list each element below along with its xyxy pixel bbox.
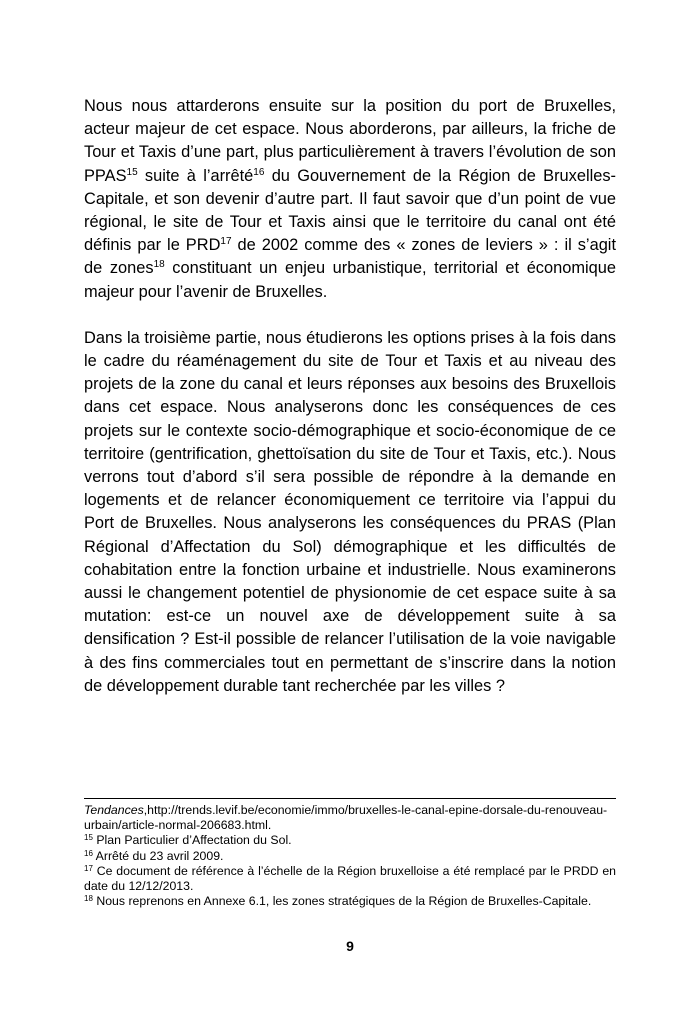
page-number: 9 [346, 938, 354, 954]
paragraph-2: Dans la troisième partie, nous étudierons les options prises à la fois dans le cadre du réaménagement du site de Tour et Taxis et au niveau des projets de la zone du canal et leurs réponses aux besoins des Bruxellois dans cet espace. Nous analyserons donc les conséquences de ces projets sur le contexte socio-démographique et socio-économique de ce territoire (gentrification, ghettoïsation du site de Tour et Taxis, etc.). Nous verrons tout d’abord s’il sera possible de répondre à la demande en logements et de relancer économiquement ce territoire via l’appui du Port de Bruxelles. Nous analyserons les conséquences du PRAS (Plan Régional d’Affectation du Sol) démographique et les difficultés de cohabitation entre la fonction urbaine et industrielle. Nous examinerons aussi le changement potentiel de physionomie de cet espace suite à sa mutation: est-ce un nouvel axe de développement suite à sa densification ? Est-il possible de relancer l’utilisation de la voie navigable à des fins commerciales tout en permettant de s’inscrire dans la notion de développement durable tant recherchée par les villes ? [84, 328, 616, 695]
paragraph-1: Nous nous attarderons ensuite sur la position du port de Bruxelles, acteur majeur de cet espace. Nous aborderons, par ailleurs, la friche de Tour et Taxis d’une part, plus particulièrement à travers l’évolution de son PPAS$^{15}$ suite à l’arrêté$^{16}$ du Gouvernement de la Région de Bruxelles-Capitale, et son devenir d’autre part. Il faut savoir que d’un point de vue régional, le site de Tour et Taxis ainsi que le territoire du canal ont été définis par le PRD$^{17}$ de 2002 comme des « zones de leviers » : il s’agit de zones$^{18}$ constituant un enjeu urbanistique, territorial et économique majeur pour l’avenir de Bruxelles. [84, 97, 617, 301]
footnote-ref-15[interactable]: 15 [126, 166, 138, 178]
footnote-18: $^{18}$ Nous reprenons en Annexe 6.1, les zones stratégiques de la Région de Bruxelles-Capitale. [84, 894, 592, 909]
footnote-continuation [84, 803, 616, 833]
footnote-ref-18[interactable]: 18 [153, 259, 165, 271]
footnote-source: Tendances [84, 803, 144, 817]
footnote-15: $^{15}$ Plan Particulier d’Affectation du Sol. [84, 833, 292, 848]
footnotes [84, 798, 616, 909]
footnote-ref-17[interactable]: 17 [220, 236, 232, 248]
footnote-17: $^{17}$ Ce document de référence à l’échelle de la Région bruxelloise a été remplacé par le PRDD en date du 12/12/2013. [84, 863, 616, 894]
footnote-ref-16[interactable]: 16 [253, 166, 265, 178]
footnote-url[interactable]: ,http://trends.levif.be/economie/immo/bruxelles-le-canal-epine-dorsale-du-renouveau-urbain/article-normal-206683.html. [84, 803, 608, 833]
footnote-16: $^{16}$ Arrêté du 23 avril 2009. [84, 848, 224, 863]
page-body [84, 95, 616, 698]
